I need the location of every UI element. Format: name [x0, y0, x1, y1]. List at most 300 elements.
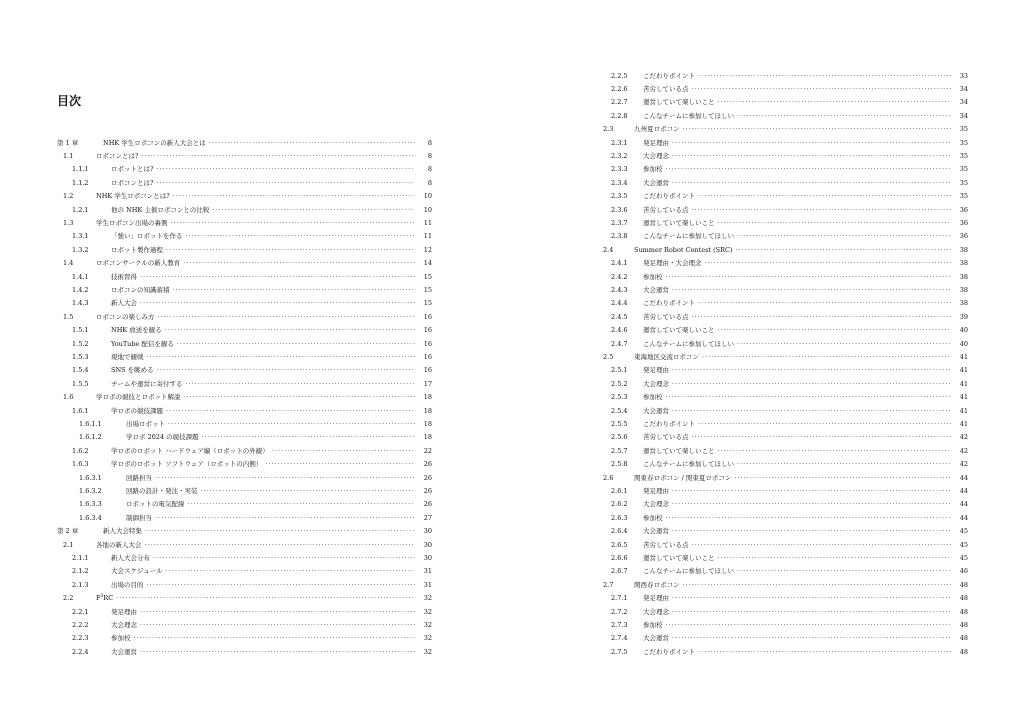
toc-entry-title — [96, 539, 142, 552]
toc-entry-number: 2.3.6 — [611, 205, 628, 214]
toc-entry-title — [643, 324, 715, 337]
toc-leader-dots — [272, 445, 415, 458]
toc-entry-number: 2.5.2 — [611, 379, 628, 388]
toc-leader-dots — [737, 230, 951, 243]
toc-entry-number: 2.5.3 — [611, 393, 628, 402]
toc-entry-number: 2.6.4 — [611, 527, 628, 536]
toc-entry-page: 45 — [959, 553, 968, 562]
toc-entry[interactable] — [603, 137, 968, 150]
toc-entry-number: 1.2.1 — [72, 205, 89, 214]
toc-entry-number: 2.5.1 — [611, 366, 628, 375]
toc-entry-title-text: 参加校 — [643, 620, 663, 629]
toc-entry-number: 1.1.2 — [72, 178, 89, 187]
toc-entry-page: 40 — [959, 326, 968, 335]
toc-entry[interactable] — [57, 217, 432, 230]
toc-entry-title-text: YouTube 配信を観る — [111, 339, 174, 348]
toc-entry[interactable] — [603, 284, 968, 297]
toc-entry-number: 2.4.3 — [611, 285, 628, 294]
toc-entry-title — [643, 96, 715, 109]
toc-entry-page: 41 — [959, 379, 968, 388]
toc-leader-dots — [683, 579, 952, 592]
toc-entry-title — [643, 606, 669, 619]
toc-entry-title — [643, 632, 669, 645]
toc-entry-page: 26 — [423, 486, 432, 495]
toc-entry-title-text: こんなチームに参加してほしい — [643, 232, 734, 241]
toc-entry-page: 44 — [959, 500, 968, 509]
toc-entry-page: 44 — [959, 486, 968, 495]
toc-entry-number: 1.6 — [63, 393, 74, 402]
toc-entry-page: 41 — [959, 406, 968, 415]
toc-entry-title-text: ロボット製作過程 — [111, 245, 163, 254]
toc-entry[interactable] — [57, 284, 432, 297]
toc-entry[interactable] — [57, 257, 432, 270]
toc-leader-dots — [692, 431, 952, 444]
toc-entry-number: 2.5 — [603, 352, 614, 361]
toc-entry[interactable] — [603, 257, 968, 270]
toc-entry-page: 40 — [959, 339, 968, 348]
toc-entry[interactable] — [603, 364, 968, 377]
toc-entry-title — [643, 391, 663, 404]
toc-entry-title — [643, 137, 669, 150]
toc-entry-title-text: 技術習得 — [111, 272, 137, 281]
toc-entry[interactable] — [57, 525, 432, 538]
toc-leader-dots — [157, 364, 415, 377]
toc-entry-title — [643, 338, 734, 351]
toc-entry-title — [111, 458, 262, 471]
toc-leader-dots — [718, 552, 952, 565]
toc-entry-number: 2.5.8 — [611, 460, 628, 469]
toc-entry-number: 2.4.4 — [611, 299, 628, 308]
toc-leader-dots — [134, 632, 416, 645]
toc-entry-title-text: 苦労している点 — [643, 433, 689, 442]
toc-entry[interactable] — [603, 391, 968, 404]
toc-entry[interactable] — [603, 311, 968, 324]
toc-entry-number: 2.2.8 — [611, 111, 628, 120]
toc-entry-page: 15 — [423, 272, 432, 281]
toc-entry[interactable] — [603, 619, 968, 632]
toc-entry[interactable] — [57, 204, 432, 217]
toc-entry-number: 2.3 — [603, 125, 614, 134]
toc-entry-title-text: こんなチームに参加してほしい — [643, 567, 734, 576]
toc-entry[interactable] — [57, 565, 432, 578]
toc-entry-title-text: 苦労している点 — [643, 205, 689, 214]
toc-entry-title-text: ロボコンサークルの新人教育 — [96, 259, 181, 268]
toc-entry[interactable] — [57, 177, 432, 190]
toc-entry-title — [111, 163, 154, 176]
toc-entry-title-text: 各地の新人大会 — [96, 540, 142, 549]
toc-leader-dots — [672, 150, 951, 163]
toc-entry-title-text: 大会運営 — [643, 178, 669, 187]
toc-leader-dots — [140, 646, 415, 659]
toc-entry-title — [643, 418, 695, 431]
toc-leader-dots — [165, 324, 415, 337]
toc-entry[interactable] — [57, 271, 432, 284]
toc-entry[interactable] — [57, 378, 432, 391]
toc-entry[interactable] — [603, 445, 968, 458]
toc-leader-dots — [737, 458, 951, 471]
toc-entry[interactable] — [603, 592, 968, 605]
toc-entry-title-text: 制御担当 — [126, 513, 152, 522]
toc-entry-number: 1.3.1 — [72, 232, 89, 241]
toc-leader-dots — [140, 619, 415, 632]
toc-entry-page: 35 — [959, 151, 968, 160]
toc-entry[interactable] — [603, 458, 968, 471]
toc-entry[interactable] — [603, 378, 968, 391]
toc-leader-dots — [672, 632, 951, 645]
toc-entry-title — [643, 230, 734, 243]
toc-entry-title-text: 発足理由 — [643, 138, 669, 147]
toc-entry-page: 10 — [423, 205, 432, 214]
toc-entry-number: 1.3 — [63, 218, 74, 227]
toc-entry-title-text: 大会スケジュール — [111, 567, 163, 576]
toc-entry-title-text: チームや運営に寄付する — [111, 379, 183, 388]
toc-entry-title — [643, 498, 669, 511]
toc-entry[interactable] — [57, 619, 432, 632]
toc-entry-title-text: 大会運営 — [111, 647, 137, 656]
toc-entry-page: 42 — [959, 433, 968, 442]
toc-entry[interactable] — [57, 338, 432, 351]
toc-entry[interactable] — [603, 163, 968, 176]
toc-entry[interactable] — [603, 338, 968, 351]
toc-entry-page: 35 — [959, 165, 968, 174]
toc-entry-title — [643, 163, 663, 176]
toc-entry[interactable] — [57, 592, 432, 605]
toc-entry[interactable] — [603, 177, 968, 190]
toc-entry-title — [111, 230, 183, 243]
toc-entry[interactable] — [57, 163, 432, 176]
toc-entry[interactable] — [603, 418, 968, 431]
toc-leader-dots — [157, 177, 416, 190]
toc-entry-number: 2.7.5 — [611, 647, 628, 656]
toc-entry[interactable] — [603, 485, 968, 498]
toc-entry-title-text: ロボコンの楽しみ方 — [96, 312, 155, 321]
toc-entry-title-text: 大会運営 — [643, 406, 669, 415]
toc-entry-title-text: 苦労している点 — [643, 84, 689, 93]
toc-entry-title — [643, 217, 715, 230]
toc-entry-number: 1.5.2 — [72, 339, 89, 348]
toc-entry[interactable] — [57, 485, 432, 498]
toc-entry-number: 1.6.3.4 — [79, 513, 102, 522]
toc-entry-page: 36 — [959, 218, 968, 227]
toc-entry[interactable] — [57, 472, 432, 485]
toc-entry-page: 16 — [423, 326, 432, 335]
toc-leader-dots — [672, 378, 951, 391]
toc-entry-title-text: Summer Robot Contest (SRC) — [634, 245, 733, 254]
toc-entry-number: 1.6.1.2 — [79, 433, 102, 442]
toc-entry-title-text: 学ロボのロボット ソフトウェア（ロボットの内側） — [111, 460, 263, 469]
toc-entry[interactable] — [57, 539, 432, 552]
toc-entry-number: 1.5.4 — [72, 366, 89, 375]
toc-leader-dots — [166, 244, 415, 257]
toc-leader-dots — [168, 418, 415, 431]
toc-leader-dots — [672, 405, 951, 418]
toc-entry-title — [643, 552, 715, 565]
toc-entry[interactable] — [57, 445, 432, 458]
toc-entry-title-text: 大会理念 — [643, 607, 669, 616]
toc-entry[interactable] — [603, 512, 968, 525]
toc-entry-title — [111, 405, 163, 418]
toc-entry-title-text: こんなチームに参加してほしい — [643, 460, 734, 469]
toc-leader-dots — [698, 297, 951, 310]
toc-entry-title-text: 参加校 — [111, 634, 131, 643]
toc-entry-title-text: 九州夏ロボコン — [634, 125, 680, 134]
toc-entry-title-text: 苦労している点 — [643, 312, 689, 321]
toc-entry[interactable] — [603, 579, 968, 592]
toc-entry-number: 1.4.3 — [72, 299, 89, 308]
toc-entry-number: 2.2.5 — [611, 71, 628, 80]
toc-entry[interactable] — [57, 150, 432, 163]
toc-entry-title-text: 関西春ロボコン — [634, 580, 680, 589]
toc-leader-dots — [737, 338, 951, 351]
toc-entry[interactable] — [603, 110, 968, 123]
toc-entry-page: 17 — [423, 379, 432, 388]
toc-entry-number: 1.5.1 — [72, 326, 89, 335]
toc-entry-page: 35 — [959, 138, 968, 147]
toc-entry[interactable] — [57, 418, 432, 431]
toc-entry-title-text: 運営していて楽しいこと — [643, 553, 715, 562]
toc-entry[interactable] — [57, 244, 432, 257]
toc-entry-number: 1.3.2 — [72, 245, 89, 254]
toc-leader-dots — [698, 190, 951, 203]
toc-entry-title — [96, 257, 180, 270]
toc-entry[interactable] — [603, 271, 968, 284]
toc-entry-title — [643, 405, 669, 418]
toc-entry-page: 34 — [959, 111, 968, 120]
toc-entry[interactable] — [57, 405, 432, 418]
toc-entry[interactable] — [603, 431, 968, 444]
toc-leader-dots — [666, 271, 952, 284]
toc-entry-title-text: 運営していて楽しいこと — [643, 446, 715, 455]
toc-entry-title-text: F — [96, 594, 101, 603]
toc-entry-title-text: 回路の設計・発注・実装 — [126, 486, 198, 495]
toc-entry-title — [643, 619, 663, 632]
toc-entry-title — [643, 150, 669, 163]
toc-leader-dots — [672, 606, 951, 619]
toc-entry-title — [111, 606, 137, 619]
toc-entry[interactable] — [603, 646, 968, 659]
toc-leader-dots — [158, 311, 416, 324]
toc-title: 目次 — [57, 94, 82, 108]
toc-entry[interactable] — [57, 190, 432, 203]
toc-entry-page: 42 — [959, 446, 968, 455]
toc-entry-title-text: こんなチームに参加してほしい — [643, 111, 734, 120]
toc-entry-number: 2.4.6 — [611, 326, 628, 335]
toc-entry-title-text: 運営していて楽しいこと — [643, 218, 715, 227]
toc-leader-dots — [140, 606, 415, 619]
toc-entry-number: 1.5 — [63, 312, 74, 321]
toc-entry[interactable] — [603, 123, 968, 136]
toc-entry-number: 2.4.1 — [611, 259, 628, 268]
toc-entry-title — [126, 472, 152, 485]
toc-entry-number: 2.3.1 — [611, 138, 628, 147]
toc-entry-title — [111, 378, 183, 391]
toc-leader-dots — [140, 271, 415, 284]
toc-entry-number: 2.3.2 — [611, 151, 628, 160]
toc-entry-title — [643, 525, 669, 538]
toc-entry-title — [111, 579, 144, 592]
toc-entry-title-text: 新人大会 — [111, 299, 137, 308]
toc-entry[interactable] — [57, 324, 432, 337]
toc-entry[interactable] — [603, 297, 968, 310]
toc-entry-page: 41 — [959, 352, 968, 361]
toc-entry-number: 1.5.5 — [72, 379, 89, 388]
toc-entry-title-text: 「強い」ロボットを作る — [111, 232, 183, 241]
toc-entry[interactable] — [603, 324, 968, 337]
toc-entry-title-text: こだわりポイント — [643, 71, 695, 80]
toc-entry[interactable] — [57, 351, 432, 364]
toc-leader-dots — [698, 70, 951, 83]
toc-entry-number: 1.6.3.1 — [79, 473, 102, 482]
toc-leader-dots — [666, 512, 952, 525]
toc-entry-title — [643, 565, 734, 578]
toc-entry-title — [111, 552, 150, 565]
toc-leader-dots — [145, 525, 415, 538]
toc-leader-dots — [177, 338, 415, 351]
toc-entry-number: 2.6.6 — [611, 553, 628, 562]
toc-entry-title-text: 出場の目的 — [111, 580, 144, 589]
toc-entry[interactable] — [57, 458, 432, 471]
toc-entry[interactable] — [603, 472, 968, 485]
toc-entry[interactable] — [57, 391, 432, 404]
toc-leader-dots — [734, 472, 951, 485]
toc-entry[interactable] — [603, 498, 968, 511]
toc-entry[interactable] — [57, 431, 432, 444]
toc-leader-dots — [173, 284, 416, 297]
toc-entry-number: 1.6.3.3 — [79, 500, 102, 509]
toc-entry[interactable] — [603, 244, 968, 257]
toc-entry-page: 38 — [959, 272, 968, 281]
toc-entry-page: 16 — [423, 312, 432, 321]
toc-entry[interactable] — [603, 190, 968, 203]
toc-entry-page: 34 — [959, 98, 968, 107]
toc-entry-page: 38 — [959, 245, 968, 254]
toc-entry-page: 32 — [423, 620, 432, 629]
toc-entry-title-text: 現地で観戦 — [111, 352, 144, 361]
toc-entry-page: 44 — [959, 473, 968, 482]
toc-entry[interactable] — [57, 364, 432, 377]
toc-entry-title — [111, 646, 137, 659]
toc-entry[interactable] — [57, 552, 432, 565]
toc-entry-page: 45 — [959, 527, 968, 536]
toc-entry-page: 8 — [427, 178, 432, 187]
toc-entry-number: 1.2 — [63, 192, 74, 201]
toc-entry-number: 2.7.1 — [611, 594, 628, 603]
toc-entry-number: 2.6.7 — [611, 567, 628, 576]
toc-entry[interactable] — [603, 217, 968, 230]
toc-entry[interactable] — [603, 351, 968, 364]
toc-entry-page: 32 — [423, 607, 432, 616]
toc-entry[interactable] — [57, 632, 432, 645]
toc-entry[interactable] — [603, 83, 968, 96]
toc-leader-dots — [155, 512, 415, 525]
toc-entry[interactable] — [603, 632, 968, 645]
toc-entry-title-text: 新人大会特集 — [103, 527, 142, 536]
toc-entry-number: 1.5.3 — [72, 352, 89, 361]
toc-entry[interactable] — [57, 498, 432, 511]
toc-entry-title-text: 発足理由 — [111, 607, 137, 616]
toc-entry-number: 1.1 — [63, 151, 74, 160]
toc-leader-dots — [683, 123, 952, 136]
toc-entry[interactable] — [57, 230, 432, 243]
toc-leader-dots — [186, 230, 416, 243]
toc-entry-title — [111, 204, 209, 217]
toc-entry[interactable] — [603, 405, 968, 418]
toc-entry[interactable] — [603, 204, 968, 217]
toc-entry-title-text: 発足理由 — [643, 594, 669, 603]
toc-entry-title — [643, 512, 663, 525]
toc-entry[interactable] — [603, 552, 968, 565]
toc-entry-number: 2.7 — [603, 580, 614, 589]
toc-entry-number: 2.1.2 — [72, 567, 89, 576]
toc-leader-dots — [735, 244, 951, 257]
toc-entry[interactable] — [603, 96, 968, 109]
toc-entry-title-text: 他の NHK 主催ロボコンとの比較 — [111, 205, 210, 214]
toc-entry[interactable] — [603, 606, 968, 619]
toc-entry-title — [111, 297, 137, 310]
toc-entry[interactable] — [603, 150, 968, 163]
toc-entry-title-text: 参加校 — [643, 393, 663, 402]
toc-entry-page: 18 — [423, 419, 432, 428]
toc-entry-title — [126, 498, 185, 511]
toc-entry[interactable] — [603, 70, 968, 83]
toc-entry-page: 35 — [959, 192, 968, 201]
toc-entry-title-text: 参加校 — [643, 513, 663, 522]
toc-entry-title — [643, 431, 689, 444]
toc-entry-page: 41 — [959, 393, 968, 402]
toc-entry[interactable] — [603, 565, 968, 578]
toc-entry-title — [111, 351, 144, 364]
toc-entry[interactable] — [57, 137, 432, 150]
toc-entry[interactable] — [57, 646, 432, 659]
toc-entry-number: 1.6.2 — [72, 446, 89, 455]
toc-entry-title-text: 出場ロボット — [126, 419, 165, 428]
toc-entry-number: 2.6.1 — [611, 486, 628, 495]
toc-entry[interactable] — [57, 512, 432, 525]
toc-entry[interactable] — [57, 297, 432, 310]
toc-leader-dots — [698, 418, 951, 431]
toc-entry[interactable] — [603, 525, 968, 538]
toc-entry-number: 2.5.5 — [611, 419, 628, 428]
toc-entry-title — [643, 83, 689, 96]
toc-entry[interactable] — [603, 230, 968, 243]
toc-leader-dots — [173, 190, 415, 203]
toc-entry-page: 27 — [423, 513, 432, 522]
toc-entry[interactable] — [57, 579, 432, 592]
toc-entry-title — [634, 579, 680, 592]
toc-entry[interactable] — [603, 539, 968, 552]
toc-entry-page: 16 — [423, 352, 432, 361]
toc-leader-dots — [666, 163, 952, 176]
toc-entry-title — [643, 311, 689, 324]
toc-entry[interactable] — [57, 311, 432, 324]
toc-leader-dots — [202, 431, 415, 444]
toc-entry-superscript: 3 — [100, 594, 104, 600]
toc-entry-title-text: こんなチームに参加してほしい — [643, 339, 734, 348]
toc-entry[interactable] — [57, 606, 432, 619]
toc-entry-title — [643, 70, 695, 83]
toc-entry-title-text: こだわりポイント — [643, 299, 695, 308]
toc-entry-title — [643, 110, 734, 123]
toc-entry-title-suffix: RC — [103, 594, 114, 603]
toc-entry-title — [111, 244, 163, 257]
toc-leader-dots — [705, 257, 952, 270]
toc-entry-page: 30 — [423, 527, 432, 536]
toc-entry-number: 2.2.7 — [611, 98, 628, 107]
toc-leader-dots — [666, 619, 952, 632]
toc-entry-page: 45 — [959, 540, 968, 549]
toc-entry-page: 32 — [423, 594, 432, 603]
toc-leader-dots — [265, 458, 415, 471]
